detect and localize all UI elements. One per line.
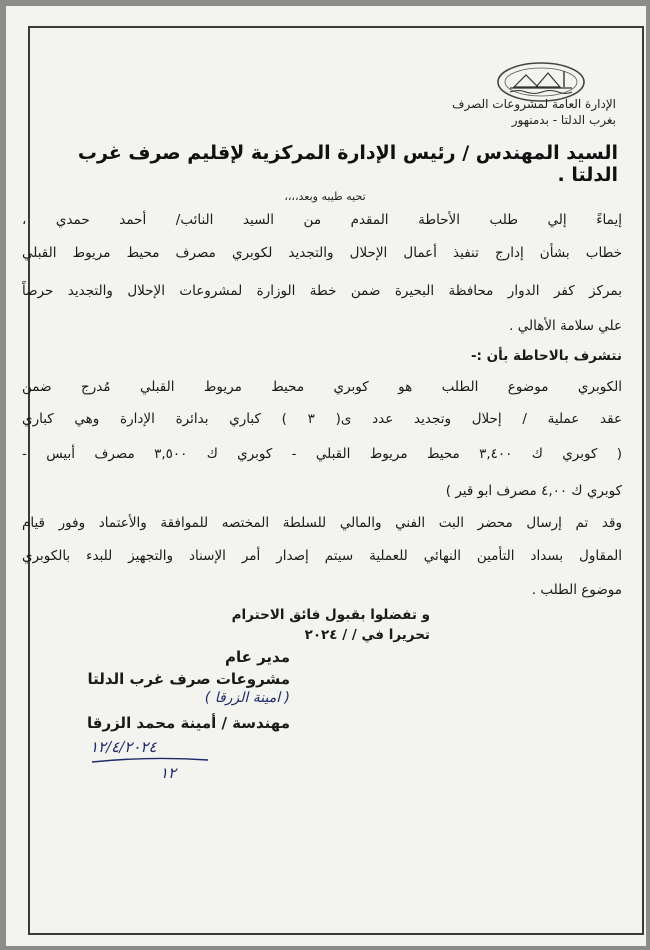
org-line-1: الإدارة العامة لمشروعات الصرف — [452, 97, 616, 111]
signature-engineer: مهندسة / أمينة محمد الزرقا — [87, 714, 290, 732]
body-line: علي سلامة الأهالي . — [509, 318, 622, 334]
body-line: الكوبري موضوع الطلب هو كوبري محيط مريوط القبلي مُدرج ضمن — [22, 379, 622, 395]
organization-header — [356, 96, 616, 128]
handwritten-name: ( امينة الزرقا ) — [204, 690, 290, 706]
signature-title-2: مشروعات صرف غرب الدلتا — [87, 670, 290, 688]
body-line: كوبري ك ٤,٠٠ مصرف ابو قير ) — [445, 483, 622, 499]
notify-heading: نتشرف بالاحاطة بأن :- — [470, 348, 622, 364]
addressee-line: السيد المهندس / رئيس الإدارة المركزية لإقليم صرف غرب الدلتا . — [77, 142, 618, 186]
body-line: خطاب بشأن إدارج تنفيذ أعمال الإحلال والتجديد لكوبري مصرف محيط مريوط القبلي — [22, 245, 622, 261]
handwritten-number: ١٢ — [160, 764, 177, 782]
body-line: بمركز كفر الدوار محافظة البحيرة ضمن خطة الوزارة لمشروعات الإحلال والتجديد حرصاً — [22, 283, 622, 299]
body-line: ( كوبري ك ٣,٤٠٠ محيط مريوط القبلي - كوبري ك ٣,٥٠٠ مصرف أبيس - — [22, 446, 622, 462]
greeting-line: تحيه طيبه وبعد،،،، — [284, 190, 366, 203]
body-line: عقد عملية / إحلال وتجديد عدد ى( ٣ ) كباري بدائرة الإدارة وهي كباري — [22, 411, 622, 427]
handwritten-date — [90, 738, 210, 782]
signature-title-1: مدير عام — [224, 648, 290, 666]
body-line: وقد تم إرسال محضر البت الفني والمالي للسلطة المختصه للموافقة والأعتماد وفور قيام — [22, 515, 622, 531]
body-line: المقاول بسداد التأمين النهائي للعملية سيتم إصدار أمر الإسناد والتجهيز للبدء بالكوبري — [22, 548, 622, 564]
closing-date: تحريرا في / / ٢٠٢٤ — [304, 627, 430, 643]
handwritten-date-text: ١٢/٤/٢٠٢٤ — [90, 738, 157, 756]
body-line: إيماءً إلي طلب الأحاطة المقدم من السيد النائب/ أحمد حمدي ، — [22, 212, 622, 228]
org-line-2: بغرب الدلتا - بدمنهور — [511, 113, 616, 127]
date-underline-stroke — [90, 756, 210, 764]
body-line: موضوع الطلب . — [531, 582, 622, 598]
closing-regards: و تفضلوا بقبول فائق الاحترام — [231, 607, 430, 623]
